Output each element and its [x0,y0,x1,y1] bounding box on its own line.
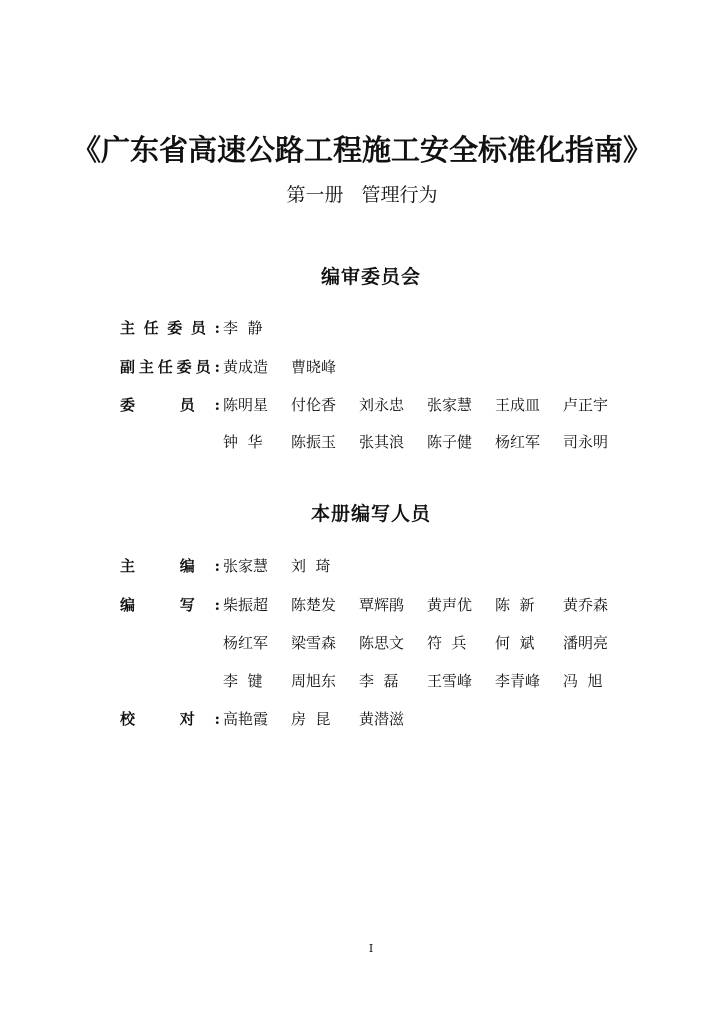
person-name: 王雪峰 [427,672,473,690]
person-name: 高艳霞 [223,710,269,728]
row-label: 委 员: [120,396,220,414]
document-title: 《广东省高速公路工程施工安全标准化指南》 [71,133,652,167]
person-name: 杨红军 [223,634,269,652]
name-list [223,555,359,577]
person-name: 黄潜滋 [359,710,405,728]
person-name: 刘 琦 [291,557,331,575]
person-name: 陈明星 [223,396,269,414]
person-name: 潘明亮 [563,634,609,652]
person-name: 黄乔森 [563,596,609,614]
person-name: 柴振超 [223,596,269,614]
authors-heading: 本册编写人员 [310,503,431,525]
person-name: 刘永忠 [359,396,405,414]
name-list [223,632,631,654]
person-name: 冯 旭 [563,672,603,690]
person-name: 钟 华 [223,433,263,451]
person-name: 付伦香 [291,396,337,414]
name-list [223,670,631,692]
name-list [223,594,631,616]
person-name: 李 静 [223,319,263,337]
person-name: 曹晓峰 [291,358,337,376]
row-label: 主任委员: [120,319,220,337]
person-name: 陈子健 [427,433,473,451]
person-name: 司永明 [563,433,609,451]
person-name: 梁雪森 [291,634,337,652]
person-name: 陈振玉 [291,433,337,451]
name-list [223,394,631,416]
person-name: 杨红军 [495,433,541,451]
row-label: 主 编: [120,557,220,575]
person-name: 黄成造 [223,358,269,376]
volume-subtitle: 第一册 管理行为 [286,184,438,206]
person-name: 覃辉鹃 [359,596,405,614]
person-name: 陈楚发 [291,596,337,614]
person-name: 何 斌 [495,634,535,652]
person-name: 陈 新 [495,596,535,614]
name-list [223,708,427,730]
row-label: 校 对: [120,710,220,728]
person-name: 黄声优 [427,596,473,614]
name-list [223,356,359,378]
person-name: 卢正宇 [563,396,609,414]
person-name: 张家慧 [427,396,473,414]
row-label: 编 写: [120,596,220,614]
person-name: 符 兵 [427,634,467,652]
person-name: 张其浪 [359,433,405,451]
committee-heading: 编审委员会 [320,266,421,288]
person-name: 李青峰 [495,672,541,690]
row-label: 副主任委员: [120,358,220,376]
name-list [223,431,631,453]
person-name: 李 键 [223,672,263,690]
person-name: 张家慧 [223,557,269,575]
person-name: 王成皿 [495,396,541,414]
person-name: 房 昆 [291,710,331,728]
name-list [223,317,291,339]
person-name: 李 磊 [359,672,399,690]
page-number: I [368,942,374,955]
person-name: 陈思文 [359,634,405,652]
person-name: 周旭东 [291,672,337,690]
